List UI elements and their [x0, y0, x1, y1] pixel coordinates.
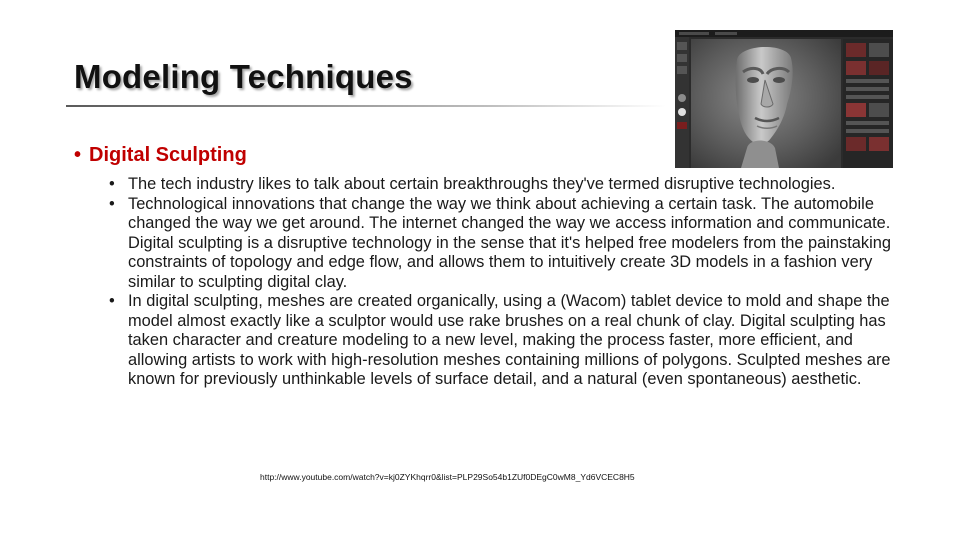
- section-heading-text: Digital Sculpting: [89, 144, 247, 166]
- title-underline: [66, 105, 666, 107]
- bullet-icon: •: [74, 144, 82, 166]
- slide-title: Modeling Techniques: [74, 58, 413, 95]
- bullet-item: • Technological innovations that change the way we think about achieving a certain task. The automobile changed the way we get around. The internet changed the way we access information and communicate. Digital sculpting is a disruptive technology in the sense that it's helped free modelers from the painstaking constraints of topology and edge flow, and allows them to intuitively create 3D models in a fashion very similar to sculpting digital clay.: [108, 195, 893, 293]
- sculpting-screenshot: [675, 30, 893, 168]
- sculpted-head-image: [675, 30, 893, 168]
- bullet-list: [108, 175, 893, 390]
- bullet-item: • The tech industry likes to talk about certain breakthroughs they've termed disruptive technologies.: [108, 175, 893, 195]
- bullet-item: • In digital sculpting, meshes are created organically, using a (Wacom) tablet device to mold and shape the model almost exactly like a sculptor would use rake brushes on a real chunk of clay. Digital sculpting has taken character and creature modeling to a new level, making the process faster, more efficient, and allowing artists to work with high-resolution meshes containing millions of polygons. Sculpted meshes are known for previously unthinkable levels of surface detail, and a natural (even spontaneous) aesthetic.: [108, 292, 893, 390]
- source-link[interactable]: http://www.youtube.com/watch?v=kj0ZYKhqrr0&list=PLP29So54b1ZUf0DEgC0wM8_Yd6VCEC8H5: [260, 472, 635, 482]
- section-heading: [74, 144, 247, 167]
